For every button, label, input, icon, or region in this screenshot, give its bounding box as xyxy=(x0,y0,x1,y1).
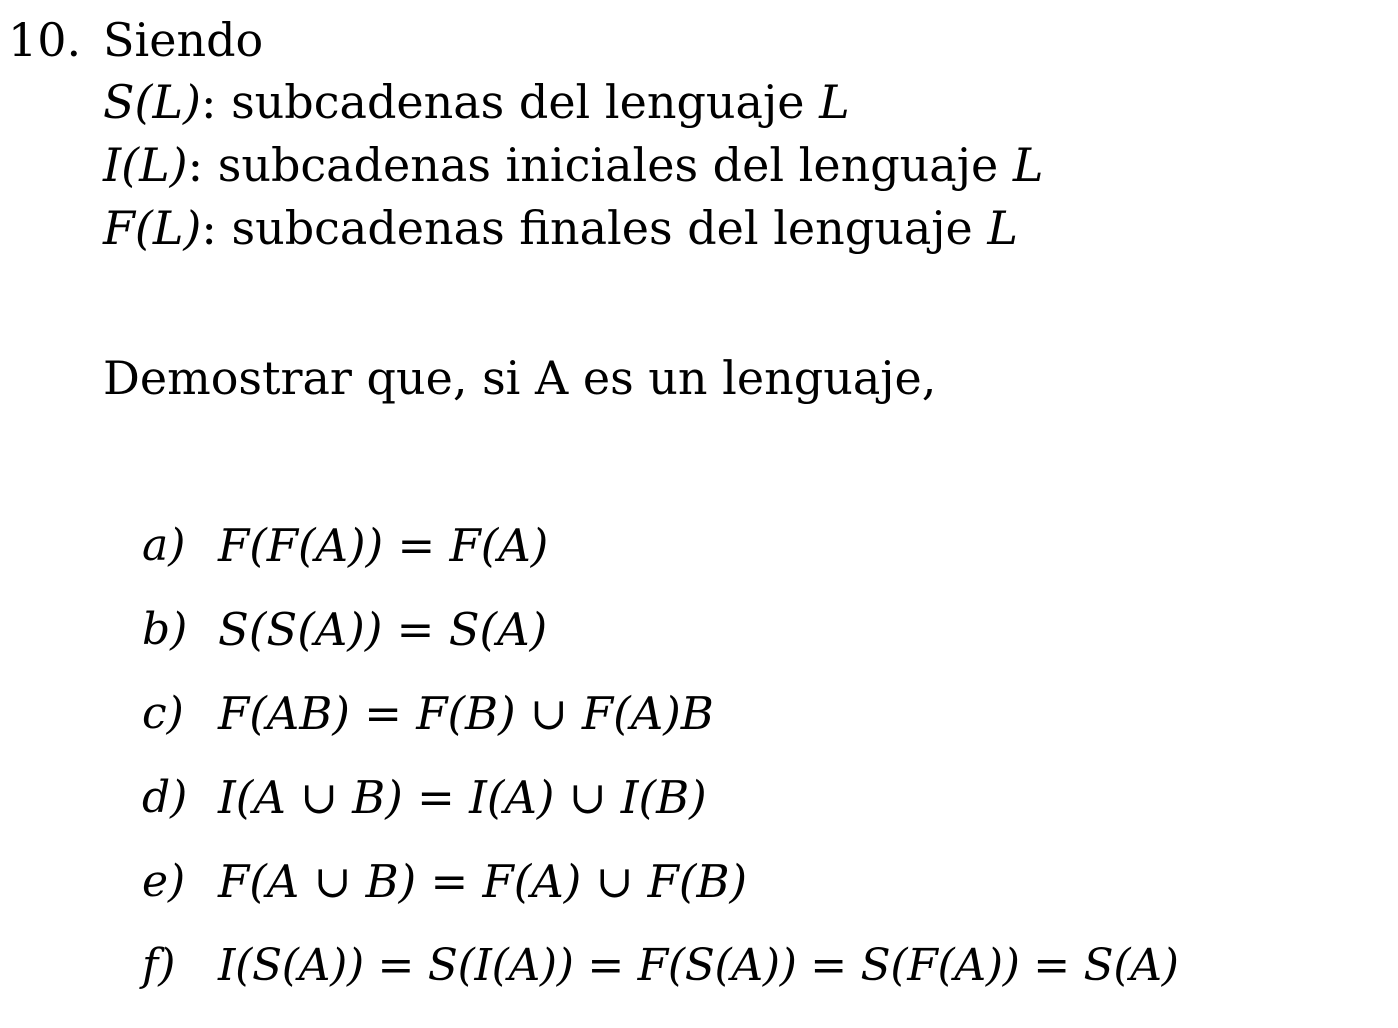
item-label-a: a) xyxy=(142,520,186,571)
definition-s-var: L xyxy=(819,75,850,129)
definition-i-text: : subcadenas iniciales del lenguaje xyxy=(187,138,1013,192)
item-formula-f: I(S(A)) = S(I(A)) = F(S(A)) = S(F(A)) = S(A) xyxy=(218,940,1179,991)
item-formula-a: F(F(A)) = F(A) xyxy=(218,519,549,572)
definition-i-symbol: I(L) xyxy=(103,138,188,192)
item-formula-e: F(A ∪ B) = F(A) ∪ F(B) xyxy=(218,855,748,908)
definition-i-var: L xyxy=(1012,138,1044,192)
item-label-c: c) xyxy=(142,688,184,739)
definition-f xyxy=(103,200,1018,256)
item-label-b: b) xyxy=(142,604,188,655)
intro-text: Demostrar que, si A es un lenguaje, xyxy=(103,351,937,405)
item-formula-c: F(AB) = F(B) ∪ F(A)B xyxy=(218,687,714,740)
definition-f-var: L xyxy=(987,201,1018,255)
item-label-d: d) xyxy=(142,772,188,823)
definition-f-symbol: F(L) xyxy=(103,201,202,255)
item-label-e: e) xyxy=(142,856,186,907)
definition-s-symbol: S(L) xyxy=(103,75,201,129)
problem-title: Siendo xyxy=(103,13,264,67)
definition-f-text: : subcadenas finales del lenguaje xyxy=(201,201,988,255)
item-label-f: f) xyxy=(142,940,176,991)
item-formula-b: S(S(A)) = S(A) xyxy=(218,603,548,656)
problem-number: 10. xyxy=(8,13,82,67)
definition-i xyxy=(103,137,1043,193)
item-formula-d: I(A ∪ B) = I(A) ∪ I(B) xyxy=(218,771,707,824)
definition-s-text: : subcadenas del lenguaje xyxy=(200,75,820,129)
definition-s xyxy=(103,74,850,130)
